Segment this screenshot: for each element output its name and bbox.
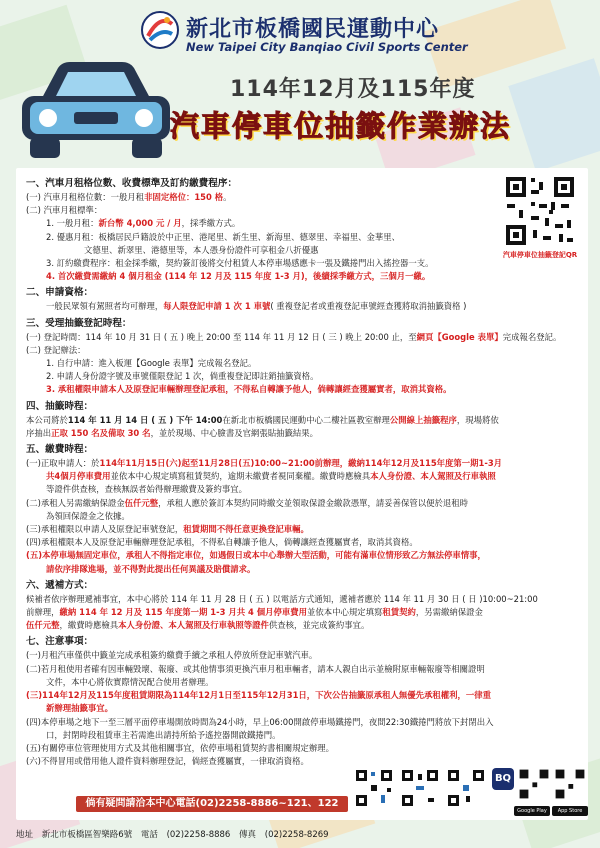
phone-value: (02)2258-8886 (166, 830, 231, 840)
s5-line: (二)承租人另需繳納保證金伍仟元整，承租人應於簽訂本契約同時繳交並領取保證金繳款憑單，請妥善保管以便於退租時 (26, 497, 469, 508)
s6-line: 前辦理，繳納 114 年 12 月及 115 年度第一期 1-3 月共 4 個月停車費用並依本中心規定填寫租賃契約，另需繳納保證金 (26, 607, 483, 618)
qr-code-icon[interactable] (354, 768, 394, 808)
s7-line: 口，封閉時段租賃車主若需進出請持所給予遙控器開啟鐵捲門。 (46, 729, 281, 740)
s3-line: (一) 登記時間：114 年 10 月 31 日 ( 五 ) 晚上 20:00 至 114 年 11 月 12 日 ( 三 ) 晚上 20:00 止，至網頁【Google 表單】完成報名登記。 (26, 331, 562, 342)
s6-line: 候補者依序辦理遞補事宜，本中心將於 114 年 11 月 28 日 ( 五 ) 以電話方式通知，遞補者應於 114 年 11 月 30 日 ( 日 )10:00~21:00 (26, 593, 538, 604)
s4-line: 序抽出正取 150 名及備取 30 名，並於現場、中心臉書及官網張貼抽籤結果。 (26, 427, 319, 438)
contact-banner: 倘有疑問請洽本中心電話(02)2258-8886~121、122 (76, 796, 348, 812)
title-main: 汽車停車位抽籤作業辦法 (170, 109, 512, 143)
qr-code-icon[interactable] (503, 174, 577, 248)
s7-line: (一)月租汽車僅供中籤並完成承租簽約繳費手續之承租人停放所登記車號汽車。 (26, 650, 318, 661)
s1-line: 1. 一般月租：新台幣 4,000 元 / 月，採季繳方式。 (46, 218, 241, 229)
s5-line: (五)本停車場無固定車位，承租人不得指定車位，如遇假日或本中心舉辦大型活動，可能有滿車位情形致乙方無法停車情事， (26, 550, 486, 561)
address-label: 地址 (16, 830, 34, 840)
app-store-badge[interactable]: App Store (552, 806, 588, 816)
qr-code-icon[interactable] (554, 768, 586, 800)
s1-line: 3. 訂約繳費程序：租金採季繳，契約簽訂後將交付租賃人本停車場感應卡一張及鐵捲門出入搖控器一支。 (46, 258, 434, 269)
s5-line: 共4個月停車費用並依本中心規定填寫租賃契約，逾期未繳費者視同棄權。繳費時應檢具本人身份證、本人駕照及行車執照 (46, 471, 496, 482)
s1-line: 4. 首次繳費需繳納 4 個月租金 (114 年 12 月及 115 年度 1-3 月)，後續採季繳方式，三個月一繳。 (46, 271, 431, 282)
s5-line: 為領回保證金之依據。 (46, 510, 130, 521)
section-2-heading: 二、申請資格： (26, 287, 94, 299)
sports-center-logo-icon (140, 10, 180, 50)
s7-line: 文件，本中心將依實際情況配合使用者辦理。 (46, 676, 214, 687)
s3-line: 1. 自行申請：進入板運【Google 表單】完成報名登記。 (46, 358, 257, 369)
s1-line: (一) 汽車月租格位數：一般月租非固定格位：150 格。 (26, 192, 232, 202)
s7-line: (五)有關停車位管理使用方式及其他相關事宜，依停車場租賃契約書相關規定辦理。 (26, 742, 335, 753)
s7-line: (六)不得冒用或借用他人證件資料辦理登記，倘經查獲屬實，一律取消資格。 (26, 756, 309, 767)
s7-line: (四)本停車場之地下一至三層平面停車場開放時間為24小時，早上06:00開啟停車場鐵捲門，夜間22:30鐵捲門將放下封閉出入 (26, 716, 494, 727)
header (0, 0, 600, 180)
title-year: 114年12月及115年度 (230, 77, 476, 102)
s7-line: (二)若月租使用者確有因車輛毀壞、報廢、或其他情事須更換汽車月租車輛者，請本人親自出示並檢附原車輛報廢等相關證明 (26, 663, 485, 674)
content-panel (16, 168, 588, 820)
qr-code-icon[interactable] (446, 768, 486, 808)
fax-label: 傳真 (239, 830, 257, 840)
fax-value: (02)2258-8269 (264, 830, 329, 840)
s1-line: (二) 汽車月租標準： (26, 205, 103, 216)
s4-line: 本公司將於114 年 11 月 14 日 ( 五 ) 下午 14:00在新北市板橋國民運動中心二樓社區教室辦理公開線上抽籤程序，現場將依 (26, 414, 499, 425)
s6-line: 伍仟元整，繳費時應檢具本人身份證、本人駕照及行車執照等證件供查核，並完成簽約事宜。 (26, 620, 370, 631)
s3-line: 2. 申請人身份證字號及車號僅限登記 1 次，倘重複登記即註銷抽籤資格。 (46, 371, 319, 382)
address-value: 新北市板橋區智樂路6號 (41, 830, 133, 840)
s5-line: (一)正取申請人：於114年11月15日(六)起至11月28日(五)10:00~21:00前辦理，繳納114年12月及115年度第一期1-3月 (26, 458, 503, 469)
section-6-heading: 六、遞補方式： (26, 579, 94, 591)
qr-label: 汽車停車位抽籤登記QR (502, 251, 578, 259)
section-3-heading: 三、受理抽籤登記時程： (26, 317, 132, 329)
s3-line: (二) 登記辦法： (26, 344, 86, 355)
s5-line: (三)承租權限以申請人及原登記車號登記，租賃期間不得任意更換登記車輛。 (26, 524, 309, 535)
s5-line: 等證件供查核，查核無誤者始得辦理繳費及簽約事宜。 (46, 484, 247, 495)
registration-qr[interactable] (500, 174, 580, 260)
app-links (354, 768, 588, 820)
qr-code-icon[interactable] (400, 768, 440, 808)
qr-code-icon[interactable] (518, 768, 550, 800)
car-icon (12, 54, 180, 162)
footer (0, 820, 600, 848)
section-7-heading: 七、注意事項： (26, 636, 94, 648)
s2-line: 一般民眾領有駕照者均可辦理，每人限登記申請 1 次 1 車號( 重複登記者或重複登記車號經查獲將取消抽籤資格 ) (46, 301, 467, 312)
s3-line: 3. 承租權限申請本人及原登記車輛辦理登記承租，不得私自轉讓予他人，倘轉讓經查獲屬實者，取消其資格。 (46, 384, 452, 395)
s7-line: (三)114年12月及115年度租賃期限為114年12月1日至115年12月31日，下次公告抽籤原承租人無優先承租權利，一律重 (26, 690, 492, 701)
app-brand-icon[interactable]: BQ (492, 768, 514, 790)
s5-line: 請依序排隊進場，並不得對此提出任何異議及賠償請求。 (46, 563, 256, 574)
google-play-badge[interactable]: Google Play (514, 806, 550, 816)
s5-line: (四)承租權限本人及原登記車輛辦理登記承租，不得私自轉讓予他人，倘轉讓經查獲屬實者，取消其資格。 (26, 537, 418, 548)
org-name-cn: 新北市板橋國民運動中心 (186, 17, 440, 42)
section-4-heading: 四、抽籤時程： (26, 400, 94, 412)
phone-label: 電話 (140, 830, 158, 840)
section-1-heading: 一、汽車月租格位數、收費標準及訂約繳費程序： (26, 178, 238, 189)
s7-line: 新辦理抽籤事宜。 (46, 703, 113, 714)
s1-line: 文德里、新翠里、港德里等，本人憑身份證件可享租金八折優惠 (84, 244, 319, 255)
s1-line: 2. 優惠月租：板橋居民戶籍設於中正里、港尾里、新生里、新海里、德翠里、幸福里、金華里、 (46, 231, 401, 242)
section-5-heading: 五、繳費時程： (26, 444, 94, 456)
org-name-en: New Taipei City Banqiao Civil Sports Center (186, 40, 468, 54)
